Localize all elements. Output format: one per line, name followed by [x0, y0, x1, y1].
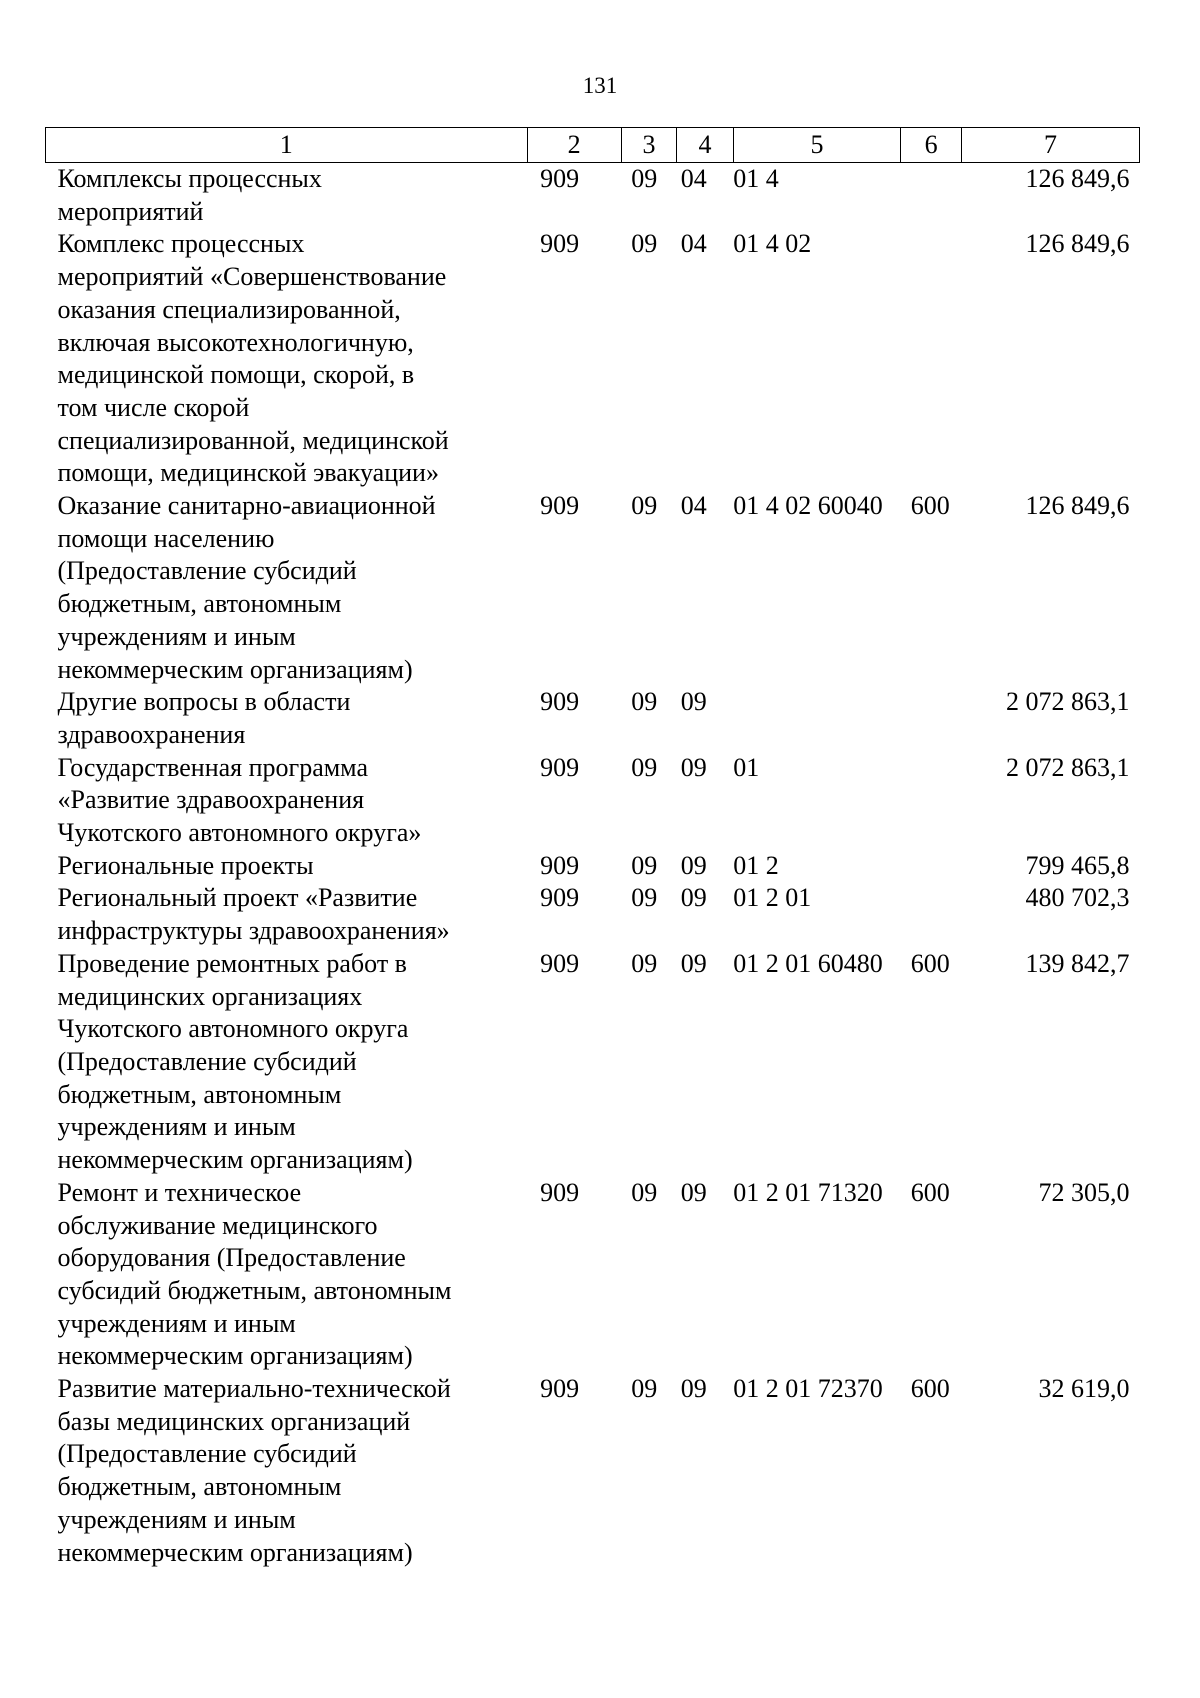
budget-table: [45, 127, 1140, 1569]
table-row: [46, 850, 1140, 883]
section-code-cell: 09: [631, 752, 658, 782]
amount-cell: 139 842,7: [1025, 948, 1130, 978]
header-col-2: 2: [527, 128, 621, 163]
header-col-6: 6: [901, 128, 962, 163]
row-name-line: субсидий бюджетным, автономным: [57, 1275, 452, 1305]
row-name-line: некоммерческим организациям): [57, 654, 413, 684]
amount-cell: 2 072 863,1: [1006, 752, 1130, 782]
expense-type-cell: [901, 686, 962, 751]
row-name-line: бюджетным, автономным: [57, 1472, 342, 1502]
row-name-cell: [46, 850, 528, 883]
admin-code-cell: 909: [540, 687, 580, 717]
table-row: [46, 1373, 1140, 1569]
section-code-cell: 09: [631, 229, 658, 259]
expense-type-cell: [901, 882, 962, 947]
target-article-cell: 01 2 01 71320: [733, 1177, 883, 1207]
header-col-3: 3: [621, 128, 676, 163]
section-code-cell: 09: [631, 164, 658, 193]
row-name-line: учреждениям и иным: [57, 621, 296, 651]
row-name-line: Государственная программа: [57, 752, 369, 782]
admin-code-cell: 909: [540, 752, 580, 782]
expense-type-cell: [901, 228, 962, 490]
target-article-cell: 01: [733, 752, 760, 782]
table-row: [46, 1177, 1140, 1373]
row-name-cell: [46, 1177, 528, 1373]
amount-cell: 126 849,6: [1025, 229, 1130, 259]
row-name-line: «Развитие здравоохранения: [57, 785, 365, 815]
amount-cell: 480 702,3: [1025, 883, 1130, 913]
subsection-code-cell: 04: [680, 229, 707, 259]
row-name-cell: [46, 228, 528, 490]
header-col-1: 1: [46, 128, 528, 163]
row-name-line: обслуживание медицинского: [57, 1210, 378, 1240]
section-code-cell: 09: [631, 1374, 658, 1404]
table-body: [46, 163, 1140, 1570]
row-name-line: мероприятий: [57, 196, 204, 226]
row-name-line: бюджетным, автономным: [57, 589, 342, 619]
admin-code-cell: 909: [540, 850, 580, 880]
row-name-line: базы медицинских организаций: [57, 1406, 411, 1436]
row-name-line: помощи, медицинской эвакуации»: [57, 458, 439, 488]
admin-code-cell: 909: [540, 1177, 580, 1207]
row-name-line: Оказание санитарно-авиационной: [57, 491, 436, 521]
row-name-cell: [46, 163, 528, 229]
admin-code-cell: 909: [540, 948, 580, 978]
section-code-cell: 09: [631, 883, 658, 913]
amount-cell: 2 072 863,1: [1006, 687, 1130, 717]
row-name-line: Региональные проекты: [57, 850, 314, 880]
amount-cell: 32 619,0: [1038, 1374, 1130, 1404]
row-name-line: (Предоставление субсидий: [57, 556, 357, 586]
row-name-line: специализированной, медицинской: [57, 425, 449, 455]
row-name-line: Проведение ремонтных работ в: [57, 948, 407, 978]
table-row: [46, 163, 1140, 229]
section-code-cell: 09: [631, 687, 658, 717]
admin-code-cell: 909: [540, 164, 580, 193]
subsection-code-cell: 09: [680, 948, 707, 978]
row-name-cell: [46, 948, 528, 1177]
row-name-line: здравоохранения: [57, 719, 246, 749]
row-name-cell: [46, 490, 528, 686]
row-name-line: (Предоставление субсидий: [57, 1439, 357, 1469]
row-name-line: помощи населению: [57, 523, 275, 553]
subsection-code-cell: 09: [680, 1177, 707, 1207]
row-name-line: учреждениям и иным: [57, 1112, 296, 1142]
expense-type-cell: [901, 163, 962, 229]
target-article-cell: 01 4: [733, 164, 779, 193]
target-article-cell: 01 2: [733, 850, 779, 880]
header-col-4: 4: [677, 128, 734, 163]
row-name-line: Ремонт и техническое: [57, 1177, 302, 1207]
row-name-cell: [46, 752, 528, 850]
section-code-cell: 09: [631, 850, 658, 880]
row-name-line: инфраструктуры здравоохранения»: [57, 916, 450, 946]
expense-type-cell: [901, 752, 962, 850]
row-name-cell: [46, 882, 528, 947]
admin-code-cell: 909: [540, 229, 580, 259]
subsection-code-cell: 09: [680, 687, 707, 717]
subsection-code-cell: 09: [680, 1374, 707, 1404]
row-name-cell: [46, 1373, 528, 1569]
row-name-line: том числе скорой: [57, 392, 250, 422]
table-header-row: [46, 128, 1140, 163]
row-name-line: учреждениям и иным: [57, 1504, 296, 1534]
subsection-code-cell: 09: [680, 883, 707, 913]
amount-cell: 799 465,8: [1025, 850, 1130, 880]
amount-cell: 126 849,6: [1025, 164, 1130, 193]
row-name-line: Комплекс процессных: [57, 229, 305, 259]
header-col-7: 7: [962, 128, 1140, 163]
section-code-cell: 09: [631, 491, 658, 521]
row-name-line: некоммерческим организациям): [57, 1341, 413, 1371]
target-article-cell: 01 4 02 60040: [733, 491, 883, 521]
table-row: [46, 686, 1140, 751]
row-name-line: медицинской помощи, скорой, в: [57, 360, 415, 390]
expense-type-cell: 600: [910, 1177, 950, 1207]
row-name-line: Чукотского автономного округа: [57, 1014, 409, 1044]
target-article-cell: 01 4 02: [733, 229, 812, 259]
table-row: [46, 752, 1140, 850]
admin-code-cell: 909: [540, 491, 580, 521]
row-name-line: Чукотского автономного округа»: [57, 818, 422, 848]
row-name-line: медицинских организациях: [57, 981, 363, 1011]
expense-type-cell: 600: [910, 1374, 950, 1404]
page-number: 131: [582, 73, 618, 98]
table-row: [46, 882, 1140, 947]
admin-code-cell: 909: [540, 883, 580, 913]
amount-cell: 126 849,6: [1025, 491, 1130, 521]
expense-type-cell: 600: [910, 491, 950, 521]
row-name-line: Другие вопросы в области: [57, 687, 351, 717]
row-name-line: оказания специализированной,: [57, 294, 401, 324]
admin-code-cell: 909: [540, 1374, 580, 1404]
target-article-cell: 01 2 01 60480: [733, 948, 883, 978]
subsection-code-cell: 09: [680, 850, 707, 880]
subsection-code-cell: 04: [680, 491, 707, 521]
row-name-line: Комплексы процессных: [57, 164, 322, 193]
target-article-cell: [733, 686, 901, 751]
table-row: [46, 490, 1140, 686]
row-name-line: некоммерческим организациям): [57, 1145, 413, 1175]
row-name-line: Развитие материально-технической: [57, 1374, 451, 1404]
amount-cell: 72 305,0: [1038, 1177, 1130, 1207]
subsection-code-cell: 04: [680, 164, 707, 193]
table-row: [46, 948, 1140, 1177]
expense-type-cell: [901, 850, 962, 883]
target-article-cell: 01 2 01 72370: [733, 1374, 883, 1404]
target-article-cell: 01 2 01: [733, 883, 812, 913]
row-name-line: мероприятий «Совершенствование: [57, 262, 447, 292]
subsection-code-cell: 09: [680, 752, 707, 782]
row-name-line: бюджетным, автономным: [57, 1079, 342, 1109]
table-row: [46, 228, 1140, 490]
header-col-5: 5: [733, 128, 901, 163]
row-name-line: некоммерческим организациям): [57, 1537, 413, 1567]
row-name-cell: [46, 686, 528, 751]
expense-type-cell: 600: [910, 948, 950, 978]
row-name-line: Региональный проект «Развитие: [57, 883, 418, 913]
row-name-line: оборудования (Предоставление: [57, 1243, 406, 1273]
section-code-cell: 09: [631, 948, 658, 978]
row-name-line: (Предоставление субсидий: [57, 1046, 357, 1076]
section-code-cell: 09: [631, 1177, 658, 1207]
row-name-line: учреждениям и иным: [57, 1308, 296, 1338]
row-name-line: включая высокотехнологичную,: [57, 327, 414, 357]
